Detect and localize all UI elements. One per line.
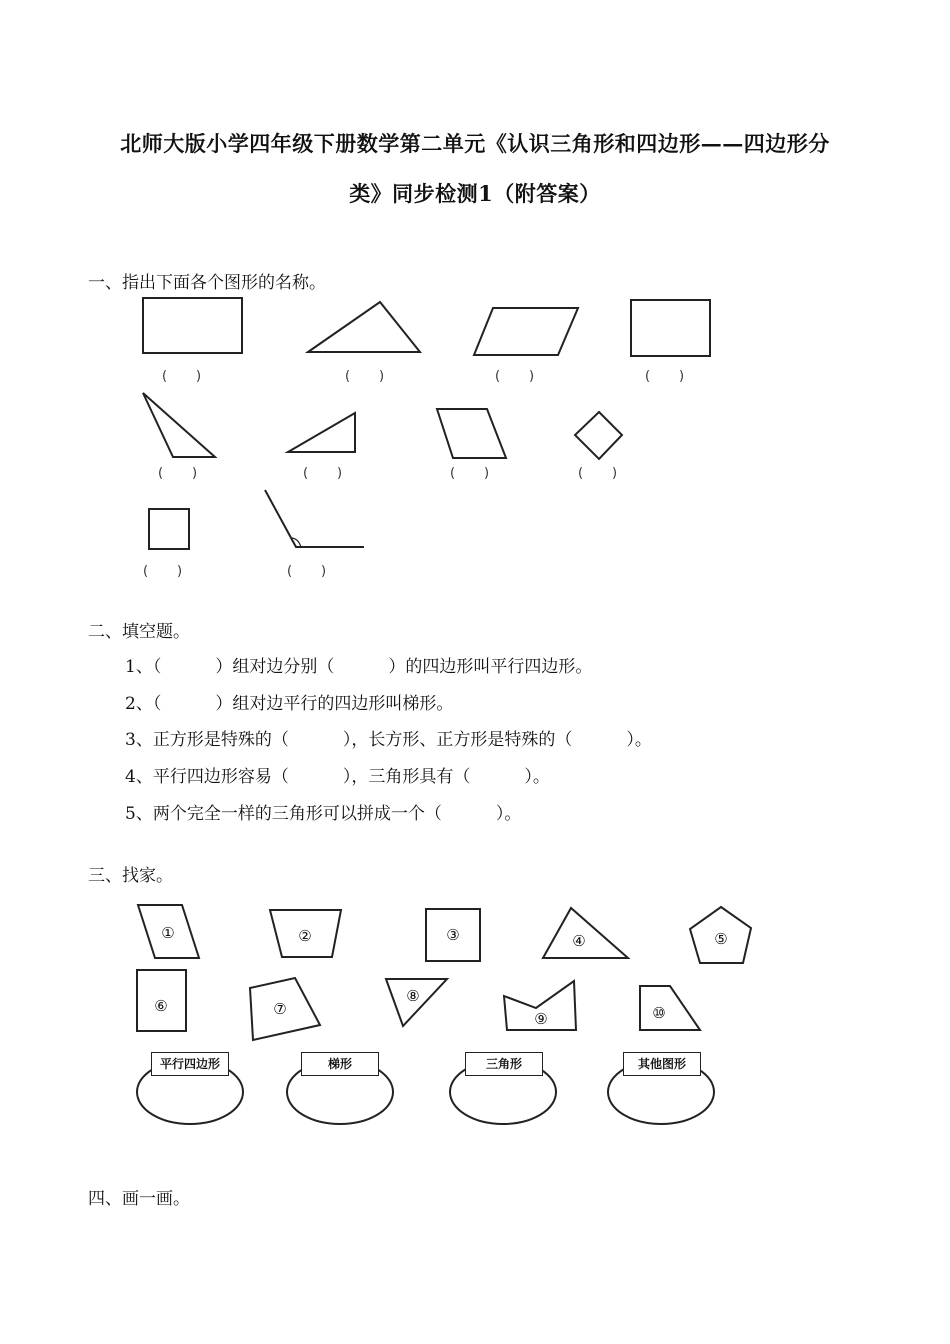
- fill-question-2[interactable]: 2、（ ）组对边平行的四边形叫梯形。: [125, 694, 454, 714]
- answer-blank[interactable]: ( ): [345, 369, 385, 384]
- fill-question-5[interactable]: 5、两个完全一样的三角形可以拼成一个（ ）。: [125, 804, 522, 824]
- answer-blank[interactable]: ( ): [143, 564, 183, 579]
- document-title-line2: 类》同步检测1（附答案）: [349, 181, 601, 206]
- answer-blank[interactable]: ( ): [303, 466, 343, 481]
- home-label-trapezoid: 梯形: [301, 1052, 379, 1076]
- document-title-line1: 北师大版小学四年级下册数学第二单元《认识三角形和四边形——四边形分: [120, 131, 830, 156]
- shape-number-6: ⑥: [154, 997, 168, 1015]
- fill-question-3[interactable]: 3、正方形是特殊的（ ），长方形、正方形是特殊的（ ）。: [125, 730, 652, 750]
- shape-number-7: ⑦: [273, 1000, 287, 1018]
- shape-number-4: ④: [572, 932, 586, 950]
- answer-blank[interactable]: ( ): [287, 564, 327, 579]
- shape-number-9: ⑨: [534, 1010, 548, 1028]
- shape-number-8: ⑧: [406, 987, 420, 1005]
- section1-heading: 一、指出下面各个图形的名称。: [88, 273, 326, 293]
- answer-blank[interactable]: ( ): [495, 369, 535, 384]
- shape-number-1: ①: [161, 924, 175, 942]
- answer-blank[interactable]: ( ): [450, 466, 490, 481]
- answer-blank[interactable]: ( ): [645, 369, 685, 384]
- shape-number-2: ②: [298, 927, 312, 945]
- home-label-triangle: 三角形: [465, 1052, 543, 1076]
- shape-number-10: ⑩: [652, 1004, 666, 1022]
- section2-heading: 二、填空题。: [88, 622, 190, 642]
- answer-blank[interactable]: ( ): [162, 369, 202, 384]
- section4-heading: 四、画一画。: [88, 1189, 190, 1209]
- home-label-parallelogram: 平行四边形: [151, 1052, 229, 1076]
- shape-number-5: ⑤: [714, 930, 728, 948]
- section3-heading: 三、找家。: [88, 866, 173, 886]
- fill-question-1[interactable]: 1、（ ）组对边分别（ ）的四边形叫平行四边形。: [125, 657, 593, 677]
- shape-number-3: ③: [446, 926, 460, 944]
- answer-blank[interactable]: ( ): [158, 466, 198, 481]
- home-label-other: 其他图形: [623, 1052, 701, 1076]
- fill-question-4[interactable]: 4、平行四边形容易（ ），三角形具有（ ）。: [125, 767, 550, 787]
- sort-shape-10: [640, 986, 700, 1030]
- answer-blank[interactable]: ( ): [578, 466, 618, 481]
